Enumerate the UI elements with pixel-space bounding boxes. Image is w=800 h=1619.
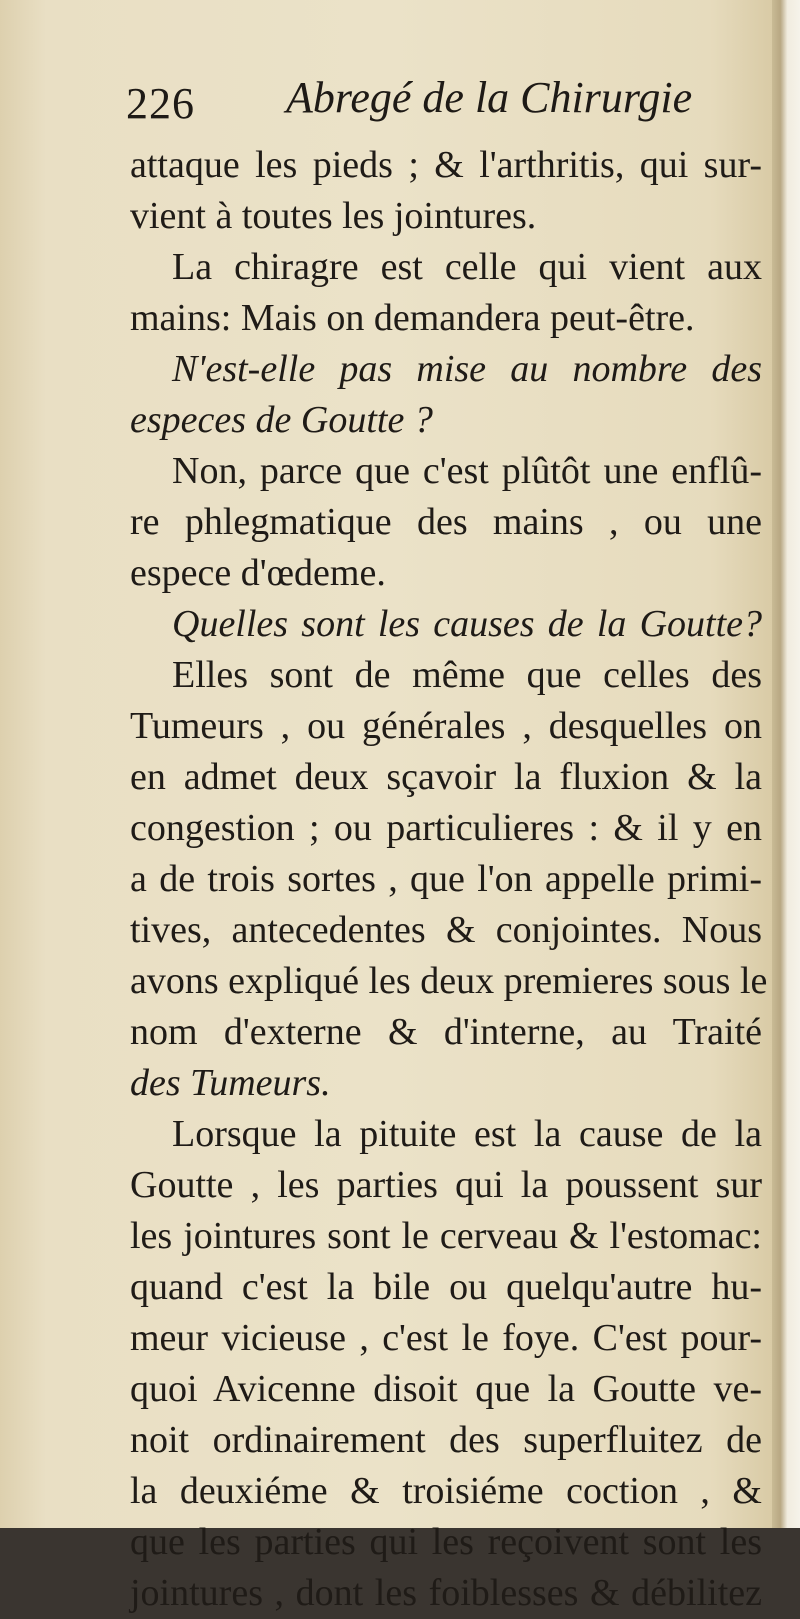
body-text [130,140,768,1619]
text-line: especes de Goutte ? [130,399,433,441]
text-line: Goutte , les parties qui la poussent sur [130,1164,762,1206]
text-line: Lorsque la pituite est la cause de la [172,1113,762,1155]
page-header [126,72,736,134]
text-line: nom d'externe & d'interne, au Traité [130,1011,762,1053]
text-line: jointures , dont les foiblesses & débilitez [130,1572,762,1614]
text-line: N'est-elle pas mise au nombre des [172,348,762,390]
text-line: Elles sont de même que celles des [172,654,762,696]
page-number: 226 [126,79,195,128]
page-edge [772,0,800,1528]
text-line: Non, parce que c'est plûtôt une enflû- [172,450,762,492]
text-line: les jointures sont le cerveau & l'estomac: [130,1215,762,1257]
text-line: re phlegmatique des mains , ou une [130,501,762,543]
text-line: Quelles sont les causes de la Goutte? [172,603,762,645]
text-line: tives, antecedentes & conjointes. Nous [130,909,762,951]
text-line: des Tumeurs. [130,1062,331,1104]
text-line: attaque les pieds ; & l'arthritis, qui sur- [130,144,762,186]
text-line: noit ordinairement des superfluitez de [130,1419,762,1461]
text-line: espece d'œdeme. [130,552,386,594]
text-line: la deuxiéme & troisiéme coction , & [130,1470,762,1512]
text-line: vient à toutes les jointures. [130,195,537,237]
text-line: mains: Mais on demandera peut-être. [130,297,695,339]
text-line: meur vicieuse , c'est le foye. C'est pour- [130,1317,762,1359]
text-line: avons expliqué les deux premieres sous le [130,960,768,1002]
text-line: quoi Avicenne disoit que la Goutte ve- [130,1368,762,1410]
text-line: que les parties qui les reçoivent sont les [130,1521,762,1563]
text-line: Tumeurs , ou générales , desquelles on [130,705,762,747]
text-line: congestion ; ou particulieres : & il y en [130,807,762,849]
text-line: a de trois sortes , que l'on appelle primi- [130,858,762,900]
text-line: en admet deux sçavoir la fluxion & la [130,756,762,798]
text-line: La chiragre est celle qui vient aux [172,246,762,288]
text-line: quand c'est la bile ou quelqu'autre hu- [130,1266,762,1308]
running-title: Abregé de la Chirurgie [286,73,693,122]
